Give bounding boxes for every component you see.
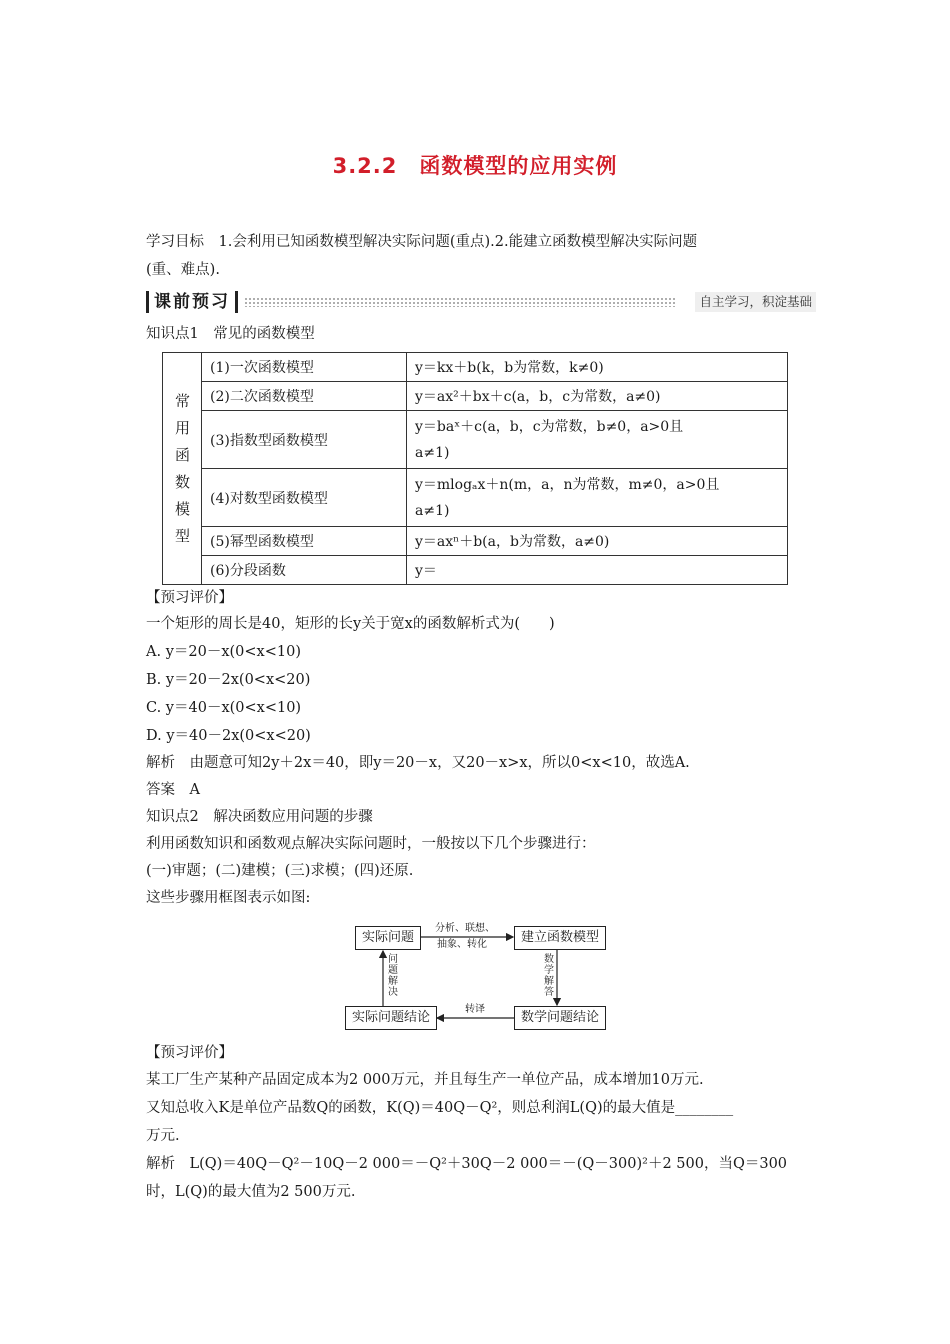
eval2-analysis-1: 解析 L(Q)＝40Q－Q²－10Q－2 000＝－Q²＋30Q－2 000＝－(Q－300)²＋2 500，当Q＝300 — [146, 1156, 788, 1172]
model-name: (1)一次函数模型 — [202, 353, 407, 382]
model-formula: y＝kx＋b(k，b为常数，k≠0) — [407, 353, 788, 382]
table-row — [163, 556, 788, 585]
eval1-question: 一个矩形的周长是40，矩形的长y关于宽x的函数解析式为( ) — [146, 616, 555, 632]
section-subtitle: 自主学习，积淀基础 — [695, 292, 816, 312]
kp2-diagram-intro: 这些步骤用框图表示如图: — [146, 890, 311, 906]
model-formula: y＝axⁿ＋b(a，b为常数，a≠0) — [407, 527, 788, 556]
objectives-line-2: (重、难点). — [146, 262, 220, 278]
section-label: 课前预习 — [146, 291, 238, 313]
flow-diagram — [345, 922, 610, 1032]
option-d: D. y＝40－2x(0<x<20) — [146, 728, 311, 744]
model-formula: y＝baˣ＋c(a，b，c为常数，b≠0，a>0且 — [415, 418, 684, 435]
section-number: 3.2.2 — [332, 154, 398, 178]
model-name: (6)分段函数 — [202, 556, 407, 585]
box-actual-problem: 实际问题 — [355, 926, 421, 950]
model-formula-cell — [407, 411, 788, 469]
arrow-label-top-1: 分析、联想、 — [435, 923, 495, 934]
arrow-label-left: 问题解决 — [388, 954, 398, 998]
side-label: 常用函数模型 — [163, 353, 202, 585]
table-row — [163, 527, 788, 556]
table-row — [163, 411, 788, 469]
function-models-table — [162, 352, 788, 585]
model-formula-cont: a≠1) — [415, 444, 450, 461]
arrow-label-bottom: 转译 — [465, 1004, 485, 1015]
kp2-heading: 知识点2 解决函数应用问题的步骤 — [146, 809, 373, 825]
model-formula: y＝mlogₐx＋n(m，a，n为常数，m≠0，a>0且 — [415, 476, 720, 493]
eval1-analysis: 解析 由题意可知2y＋2x＝40，即y＝20－x，又20－x>x，所以0<x<10，故选A. — [146, 755, 690, 771]
eval1-heading: 【预习评价】 — [146, 590, 233, 606]
kp2-intro: 利用函数知识和函数观点解决实际问题时，一般按以下几个步骤进行： — [146, 836, 596, 852]
eval2-line-2: 又知总收入K是单位产品数Q的函数，K(Q)＝40Q－Q²，则总利润L(Q)的最大值是________ — [146, 1100, 734, 1116]
option-a: A. y＝20－x(0<x<10) — [146, 644, 301, 660]
eval2-line-3: 万元. — [146, 1128, 180, 1144]
model-name: (4)对数型函数模型 — [202, 469, 407, 527]
objectives-line-1: 学习目标 1.会利用已知函数模型解决实际问题(重点).2.能建立函数模型解决实际问题 — [146, 234, 698, 250]
kp2-steps: (一)审题；(二)建模；(三)求模；(四)还原. — [146, 863, 414, 879]
eval2-line-1: 某工厂生产某种产品固定成本为2 000万元，并且每生产一单位产品，成本增加10万元. — [146, 1072, 704, 1088]
model-name: (2)二次函数模型 — [202, 382, 407, 411]
section-bar — [146, 291, 816, 313]
title-text: 函数模型的应用实例 — [419, 154, 618, 178]
table-row — [163, 469, 788, 527]
model-name: (5)幂型函数模型 — [202, 527, 407, 556]
table-row — [163, 353, 788, 382]
eval2-heading: 【预习评价】 — [146, 1045, 233, 1061]
arrow-label-right: 数学解答 — [544, 954, 554, 998]
kp1-heading: 知识点1 常见的函数模型 — [146, 326, 315, 342]
box-actual-conclusion: 实际问题结论 — [345, 1006, 437, 1030]
eval1-answer: 答案 A — [146, 782, 200, 798]
arrow-label-top-2: 抽象、转化 — [437, 939, 487, 950]
option-b: B. y＝20－2x(0<x<20) — [146, 672, 311, 688]
box-build-model: 建立函数模型 — [514, 926, 606, 950]
option-c: C. y＝40－x(0<x<10) — [146, 700, 302, 716]
dotted-divider — [244, 297, 676, 307]
page-title — [0, 150, 950, 180]
eval2-analysis-2: 时，L(Q)的最大值为2 500万元. — [146, 1184, 356, 1200]
model-name: (3)指数型函数模型 — [202, 411, 407, 469]
model-formula: y＝ — [407, 556, 788, 585]
table-row — [163, 382, 788, 411]
model-formula-cell — [407, 469, 788, 527]
model-formula: y＝ax²＋bx＋c(a，b，c为常数，a≠0) — [407, 382, 788, 411]
model-formula-cont: a≠1) — [415, 502, 450, 519]
box-math-conclusion: 数学问题结论 — [514, 1006, 606, 1030]
